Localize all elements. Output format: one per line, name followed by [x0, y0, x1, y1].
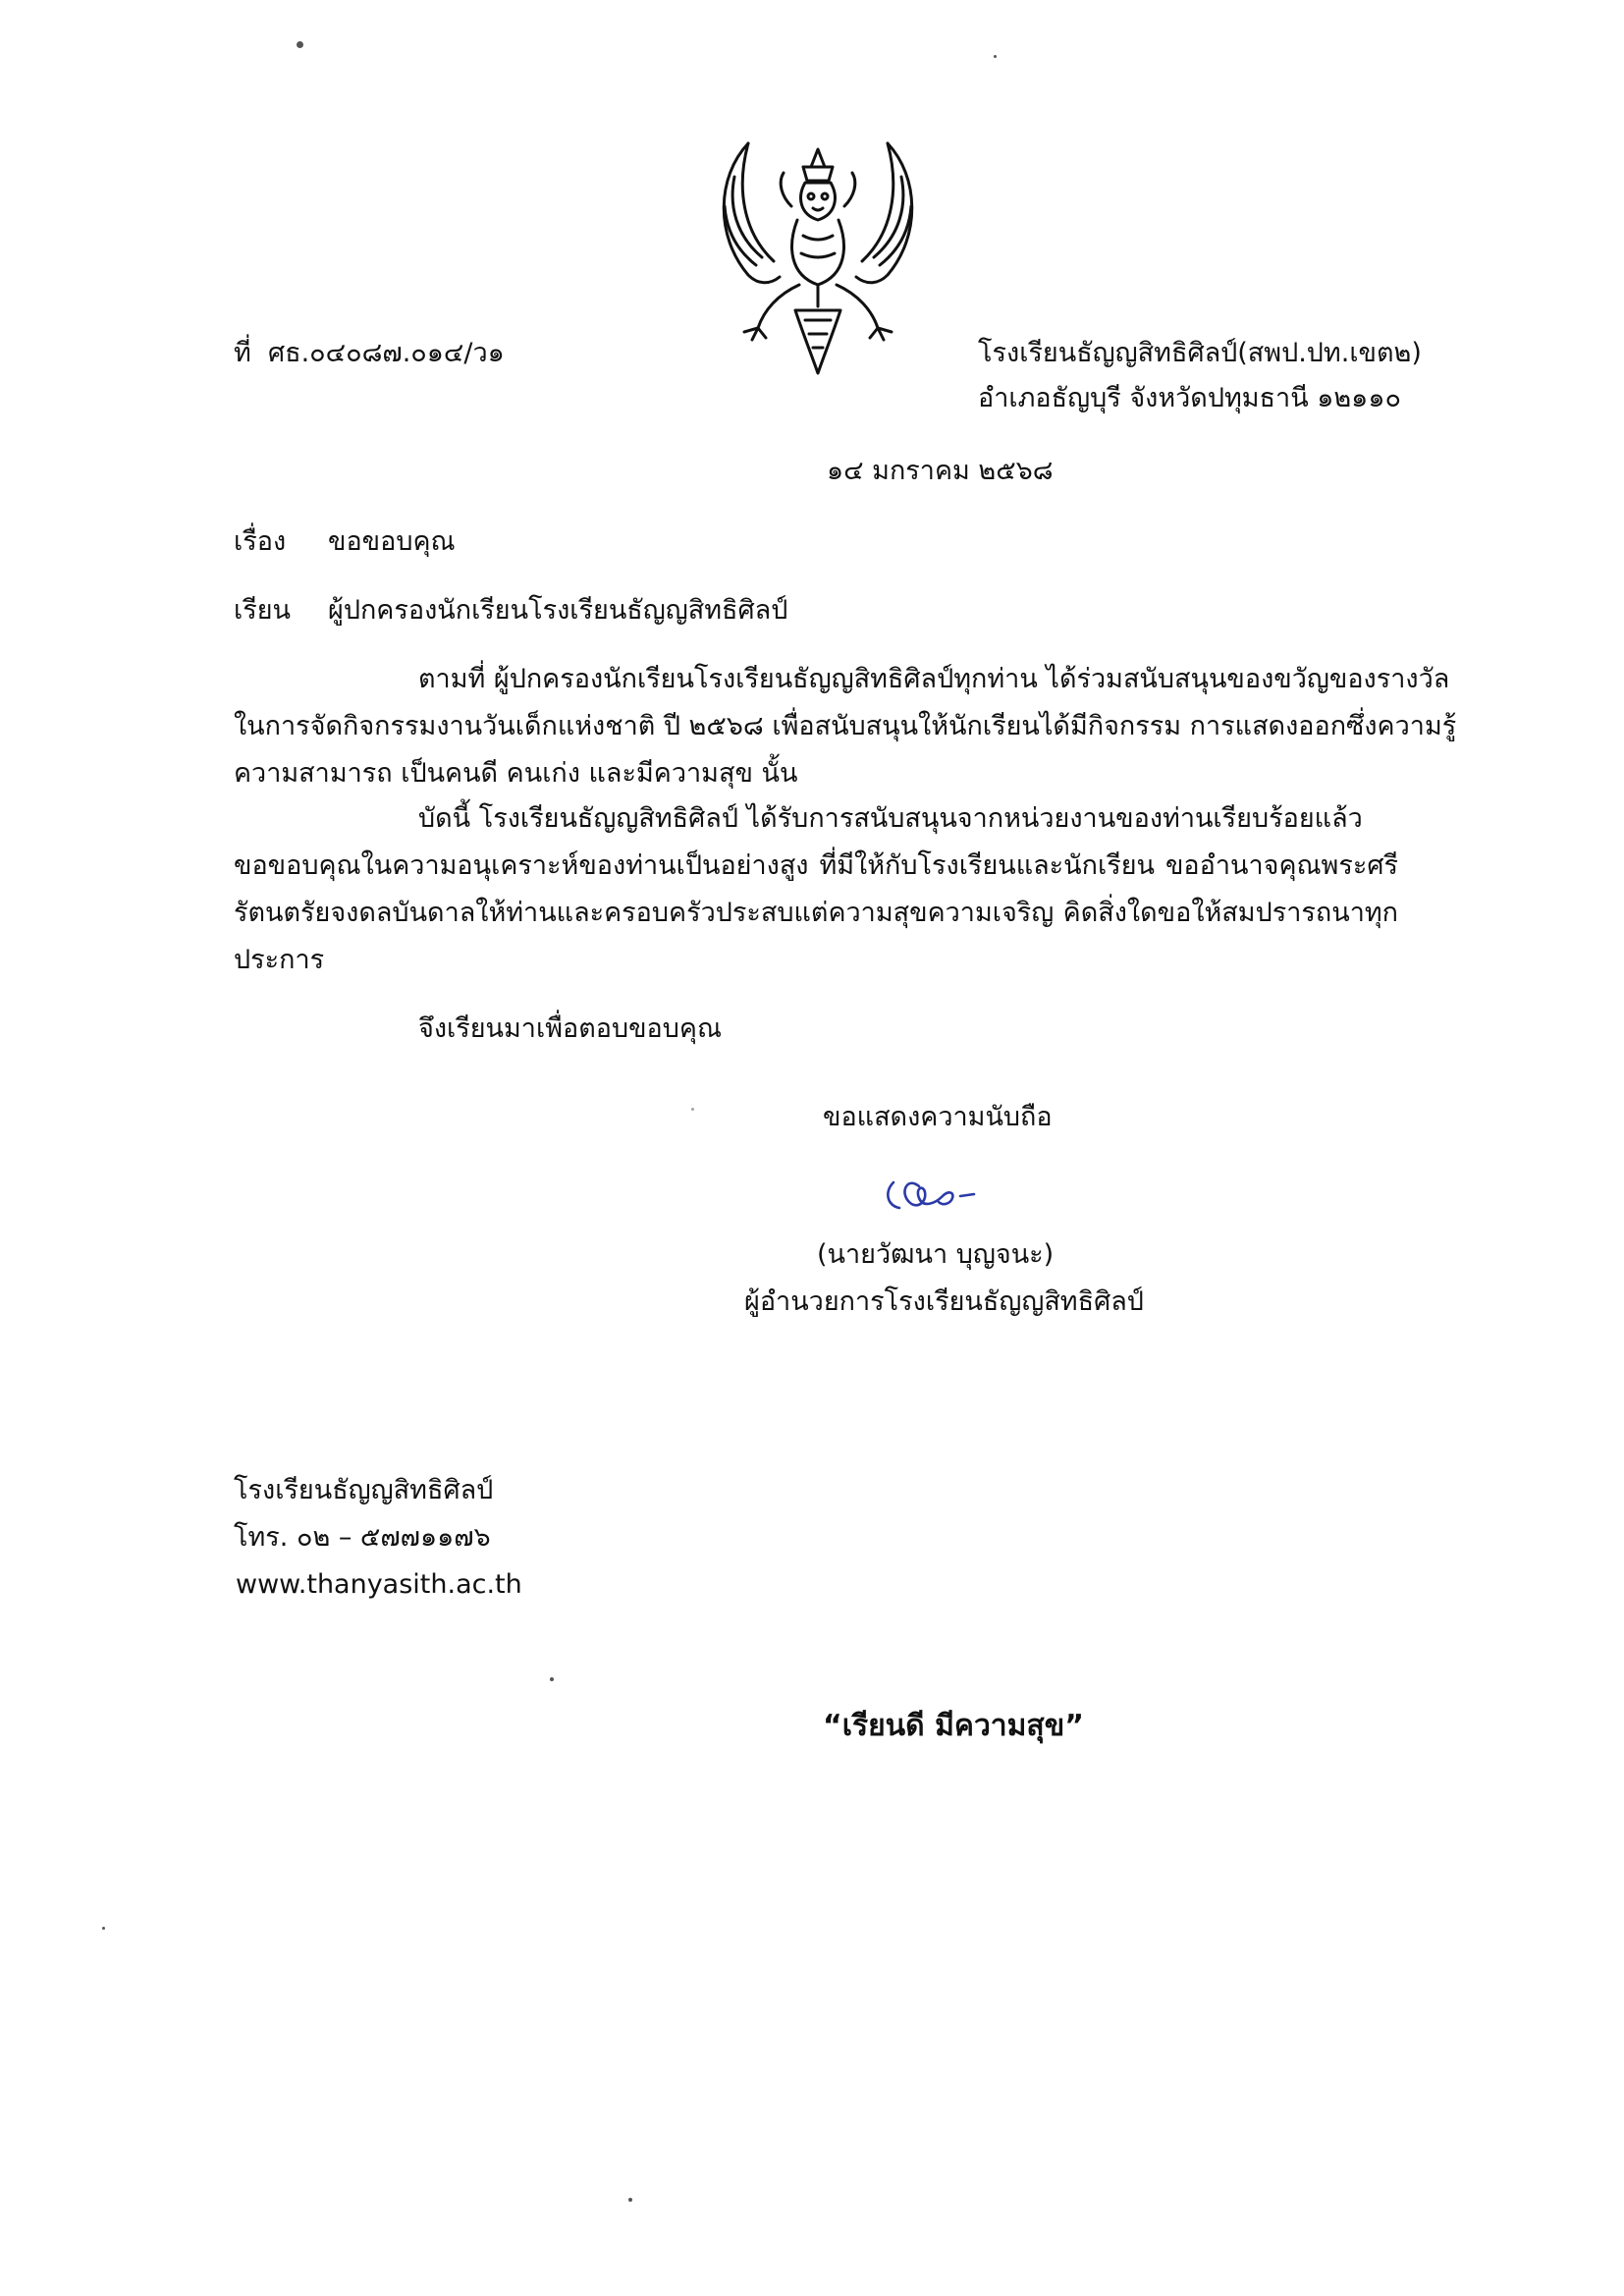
- body-paragraph-1: [234, 656, 1457, 797]
- closing-sentence: จึงเรียนมาเพื่อตอบขอบคุณ: [418, 1013, 723, 1044]
- sender-address-line2: อำเภอธัญบุรี จังหวัดปทุมธานี ๑๒๑๑๐: [978, 383, 1401, 413]
- subject-label: เรื่อง: [234, 526, 287, 557]
- scan-speck: [550, 1677, 554, 1681]
- garuda-emblem-icon: [709, 137, 927, 379]
- recipient-label: เรียน: [234, 595, 292, 626]
- reference-number: ศธ.๐๔๐๘๗.๐๑๔/ว๑: [267, 338, 505, 368]
- scan-speck: [628, 2198, 632, 2202]
- reference-line: [234, 330, 505, 377]
- footer-website: www.thanyasith.ac.th: [236, 1569, 522, 1600]
- scan-speck: [102, 1927, 105, 1930]
- footer-school: โรงเรียนธัญญสิทธิศิลป์: [234, 1475, 494, 1505]
- signoff: ขอแสดงความนับถือ: [823, 1102, 1053, 1132]
- footer-phone: โทร. ๐๒ – ๕๗๗๑๑๗๖: [234, 1522, 491, 1553]
- sender-address-line1: โรงเรียนธัญญสิทธิศิลป์(สพป.ปท.เขต๒): [978, 338, 1422, 368]
- signer-title: ผู้อำนวยการโรงเรียนธัญญสิทธิศิลป์: [744, 1286, 1144, 1317]
- scan-speck: [994, 55, 997, 58]
- paragraph-line: ขอขอบคุณในความอนุเคราะห์ของท่านเป็นอย่างสูง ที่มีให้กับโรงเรียนและนักเรียน ขออำนาจคุณพระศรี: [234, 850, 1398, 881]
- school-motto: “เรียนดี มีความสุข”: [823, 1709, 1084, 1743]
- handwritten-signature-icon: [880, 1163, 1017, 1231]
- paragraph-line: บัดนี้ โรงเรียนธัญญสิทธิศิลป์ ได้รับการสนับสนุนจากหน่วยงานของท่านเรียบร้อยแล้ว: [418, 803, 1363, 834]
- paragraph-line: ในการจัดกิจกรรมงานวันเด็กแห่งชาติ ปี ๒๕๖๘ เพื่อสนับสนุนให้นักเรียนได้มีกิจกรรม การแสดงออกซึ่งความรู้: [234, 711, 1457, 741]
- letter-date: ๑๔ มกราคม ๒๕๖๘: [827, 456, 1054, 486]
- paragraph-line: ตามที่ ผู้ปกครองนักเรียนโรงเรียนธัญญสิทธิศิลป์ทุกท่าน ได้ร่วมสนับสนุนของขวัญของรางวัล: [418, 664, 1450, 694]
- recipient-text: ผู้ปกครองนักเรียนโรงเรียนธัญญสิทธิศิลป์: [328, 595, 788, 626]
- paragraph-line: ประการ: [234, 945, 325, 975]
- subject-text: ขอขอบคุณ: [328, 526, 456, 557]
- body-paragraph-2: [234, 795, 1398, 984]
- scan-speck: [691, 1108, 694, 1111]
- paragraph-line: ความสามารถ เป็นคนดี คนเก่ง และมีความสุข นั้น: [234, 758, 798, 789]
- reference-label: ที่: [234, 338, 251, 368]
- paragraph-line: รัตนตรัยจงดลบันดาลให้ท่านและครอบครัวประสบแต่ความสุขความเจริญ คิดสิ่งใดขอให้สมปรารถนาทุก: [234, 898, 1398, 928]
- signer-name: (นายวัฒนา บุญจนะ): [817, 1239, 1055, 1270]
- scan-speck: [297, 41, 303, 48]
